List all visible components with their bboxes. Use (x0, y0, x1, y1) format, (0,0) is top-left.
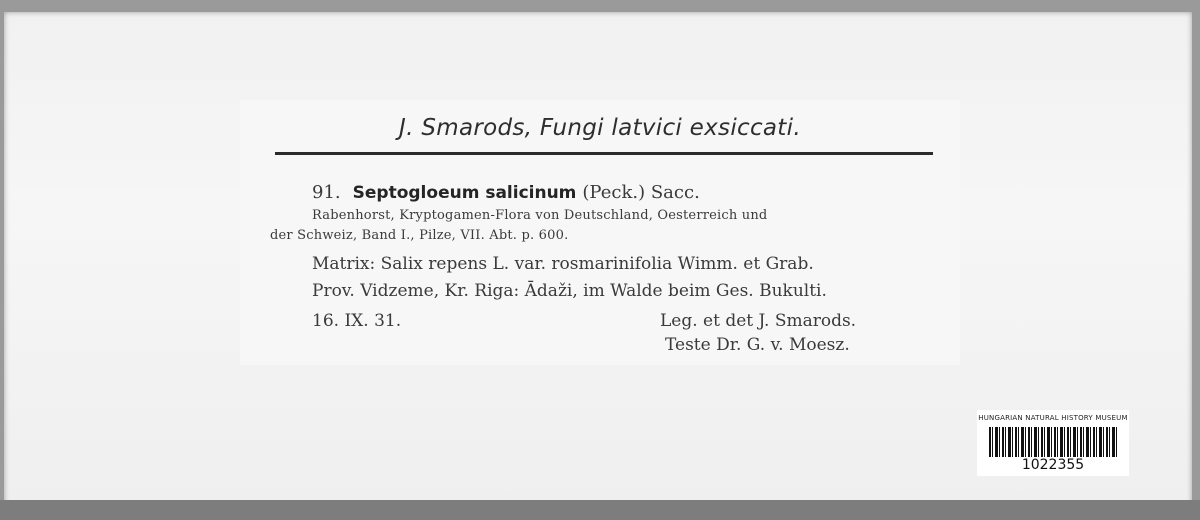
collector-line: Leg. et det J. Smarods. (660, 311, 857, 331)
label-title: J. Smarods, Fungi latvici exsiccati. (399, 115, 801, 141)
taxon-author: (Peck.) Sacc. (582, 182, 700, 203)
taxon-line (312, 182, 700, 203)
barcode-number: 1022355 (1021, 457, 1085, 473)
barcode-icon (989, 427, 1117, 457)
barcode-institution: HUNGARIAN NATURAL HISTORY MUSEUM (978, 414, 1128, 422)
title-rule (275, 152, 933, 155)
taxon-name: Septogloeum salicinum (352, 183, 577, 203)
locality-line: Prov. Vidzeme, Kr. Riga: Ādaži, im Walde beim Ges. Bukulti. (312, 281, 827, 301)
reference-line-1: Rabenhorst, Kryptogamen-Flora von Deutschland, Oesterreich und (312, 208, 768, 223)
matrix-line: Matrix: Salix repens L. var. rosmarinifolia Wimm. et Grab. (312, 254, 814, 274)
collection-date: 16. IX. 31. (312, 311, 402, 331)
specimen-number: 91. (312, 182, 341, 203)
barcode-label (977, 410, 1129, 476)
verifier-line: Teste Dr. G. v. Moesz. (665, 335, 850, 355)
sheet-edge (0, 500, 1200, 520)
reference-line-2: der Schweiz, Band I., Pilze, VII. Abt. p. 600. (270, 228, 569, 243)
